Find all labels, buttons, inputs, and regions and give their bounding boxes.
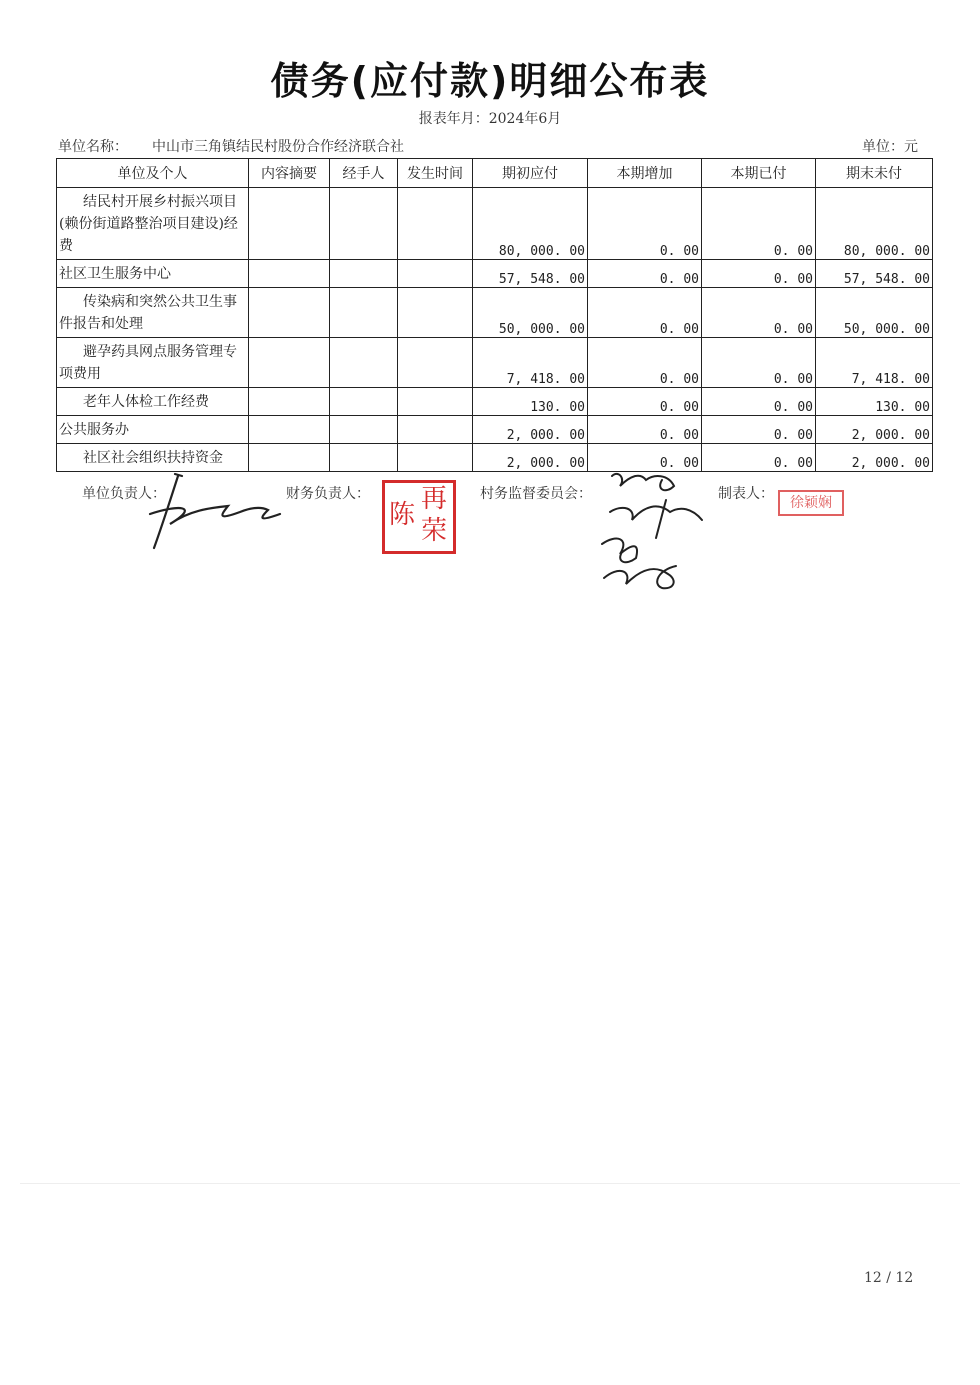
row-handler — [330, 260, 398, 288]
unit-head-signature — [140, 466, 300, 556]
row-date — [398, 388, 473, 416]
row-date — [398, 288, 473, 338]
currency-unit: 单位：元 — [862, 139, 918, 155]
row-increase: 0. 00 — [588, 260, 702, 288]
row-paid: 0. 00 — [702, 260, 816, 288]
row-closing: 7, 418. 00 — [816, 338, 933, 388]
row-handler — [330, 288, 398, 338]
table-row — [57, 188, 933, 260]
row-opening: 57, 548. 00 — [473, 260, 588, 288]
col-header-handler: 经手人 — [330, 159, 398, 188]
table-header-row — [57, 159, 933, 188]
row-opening: 7, 418. 00 — [473, 338, 588, 388]
row-summary — [249, 288, 330, 338]
row-handler — [330, 444, 398, 472]
preparer-label: 制表人： — [718, 486, 774, 502]
finance-head-label: 财务负责人： — [286, 486, 370, 502]
row-date — [398, 260, 473, 288]
row-name: 公共服务办 — [57, 416, 249, 444]
col-header-unit: 单位及个人 — [57, 159, 249, 188]
unit-head-label: 单位负责人： — [82, 486, 166, 502]
row-name: 结民村开展乡村振兴项目(赖份街道路整治项目建设)经费 — [57, 188, 249, 260]
seal-char: 陈 — [389, 500, 416, 530]
page-number: 12 / 12 — [864, 1270, 914, 1286]
seal-char: 荣 — [421, 516, 448, 546]
row-increase: 0. 00 — [588, 416, 702, 444]
supervision-committee-label: 村务监督委员会： — [480, 486, 592, 502]
table-row — [57, 260, 933, 288]
preparer-seal: 徐颖娴 — [778, 490, 844, 516]
unit-name-row — [58, 136, 404, 156]
col-header-summary: 内容摘要 — [249, 159, 330, 188]
document-title: 债务(应付款)明细公布表 — [270, 59, 710, 103]
row-name: 传染病和突然公共卫生事件报告和处理 — [57, 288, 249, 338]
row-closing: 2, 000. 00 — [816, 444, 933, 472]
row-paid: 0. 00 — [702, 444, 816, 472]
col-header-paid: 本期已付 — [702, 159, 816, 188]
row-increase: 0. 00 — [588, 188, 702, 260]
row-summary — [249, 260, 330, 288]
row-summary — [249, 388, 330, 416]
row-summary — [249, 338, 330, 388]
row-date — [398, 338, 473, 388]
row-name: 老年人体检工作经费 — [57, 388, 249, 416]
row-opening: 80, 000. 00 — [473, 188, 588, 260]
row-closing: 80, 000. 00 — [816, 188, 933, 260]
finance-head-seal — [382, 480, 456, 554]
row-closing: 50, 000. 00 — [816, 288, 933, 338]
row-paid: 0. 00 — [702, 416, 816, 444]
row-paid: 0. 00 — [702, 388, 816, 416]
row-handler — [330, 188, 398, 260]
row-paid: 0. 00 — [702, 188, 816, 260]
row-paid: 0. 00 — [702, 338, 816, 388]
row-handler — [330, 416, 398, 444]
row-summary — [249, 416, 330, 444]
row-increase: 0. 00 — [588, 444, 702, 472]
row-name: 社区社会组织扶持资金 — [57, 444, 249, 472]
table-row — [57, 388, 933, 416]
debt-ledger-table — [56, 158, 933, 472]
table-row — [57, 288, 933, 338]
scan-artifact-line — [20, 1183, 960, 1184]
table-row — [57, 338, 933, 388]
row-name: 社区卫生服务中心 — [57, 260, 249, 288]
report-period: 报表年月：2024年6月 — [418, 111, 562, 127]
col-header-closing: 期末未付 — [816, 159, 933, 188]
row-opening: 130. 00 — [473, 388, 588, 416]
col-header-opening: 期初应付 — [473, 159, 588, 188]
row-opening: 50, 000. 00 — [473, 288, 588, 338]
table-row — [57, 416, 933, 444]
unit-name-value: 中山市三角镇结民村股份合作经济联合社 — [152, 139, 404, 155]
row-increase: 0. 00 — [588, 338, 702, 388]
row-closing: 130. 00 — [816, 388, 933, 416]
row-opening: 2, 000. 00 — [473, 416, 588, 444]
row-summary — [249, 188, 330, 260]
row-opening: 2, 000. 00 — [473, 444, 588, 472]
col-header-increase: 本期增加 — [588, 159, 702, 188]
row-increase: 0. 00 — [588, 288, 702, 338]
row-date — [398, 188, 473, 260]
row-paid: 0. 00 — [702, 288, 816, 338]
row-increase: 0. 00 — [588, 388, 702, 416]
seal-char: 再 — [421, 484, 448, 514]
col-header-date: 发生时间 — [398, 159, 473, 188]
row-closing: 2, 000. 00 — [816, 416, 933, 444]
row-date — [398, 444, 473, 472]
row-closing: 57, 548. 00 — [816, 260, 933, 288]
row-handler — [330, 338, 398, 388]
supervision-signatures — [596, 466, 708, 596]
row-handler — [330, 388, 398, 416]
unit-name-label: 单位名称： — [58, 139, 128, 155]
row-date — [398, 416, 473, 444]
row-name: 避孕药具网点服务管理专项费用 — [57, 338, 249, 388]
